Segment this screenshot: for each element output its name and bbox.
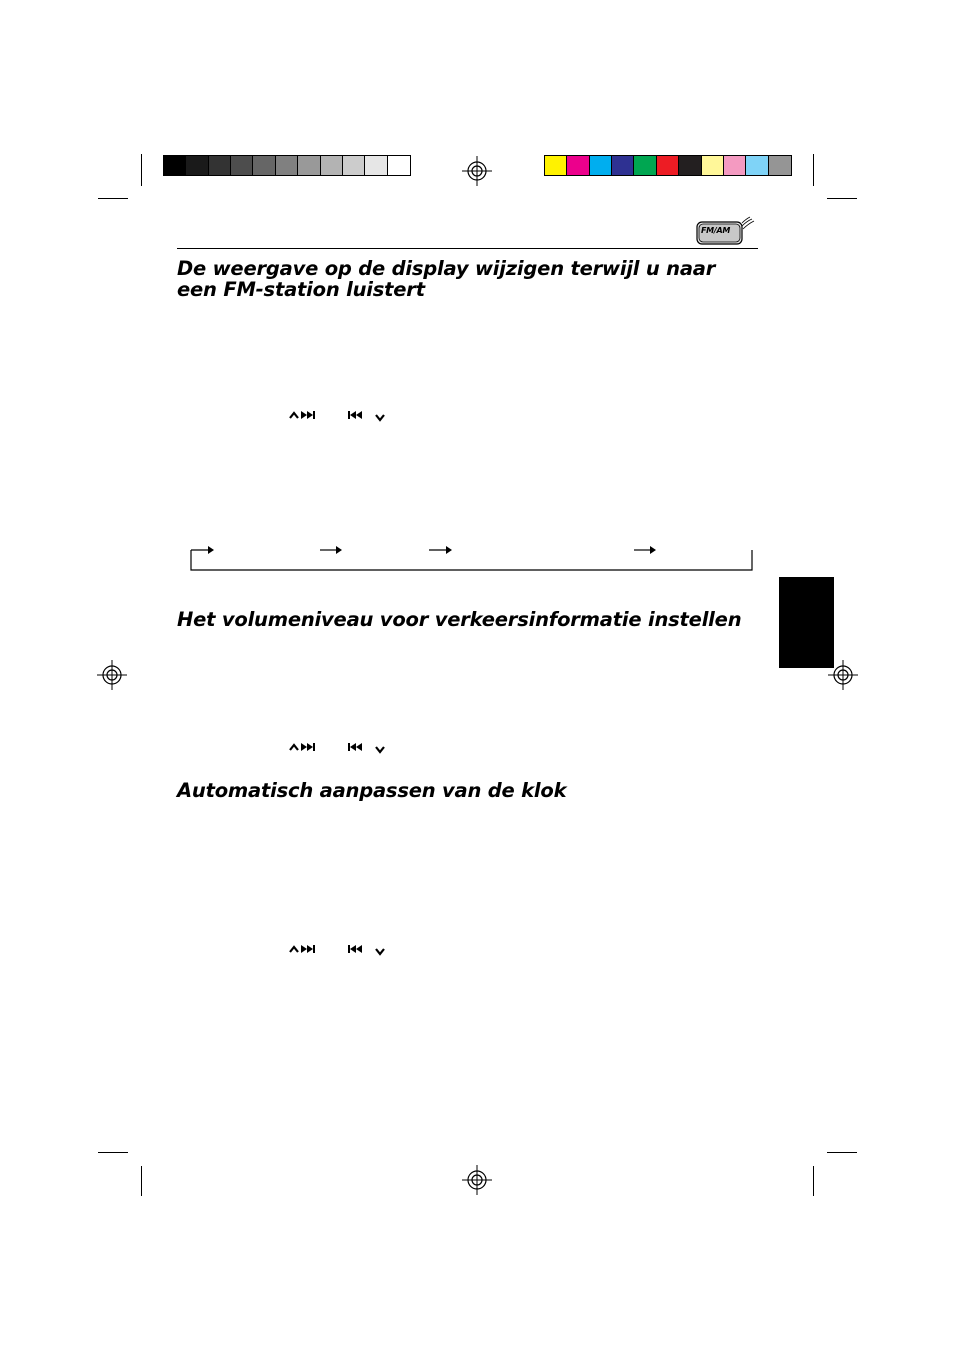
crop-mark xyxy=(813,154,814,186)
prev-down-icon xyxy=(348,743,384,752)
color-swatch xyxy=(657,156,679,175)
section-title-display: De weergave op de display wijzigen terwijl u naar een FM-station luistert xyxy=(177,257,716,301)
up-next-icon xyxy=(290,411,315,419)
color-swatch xyxy=(567,156,589,175)
registration-target-icon xyxy=(462,1165,492,1195)
header-rule xyxy=(177,248,758,249)
color-swatch xyxy=(343,156,365,175)
color-swatch xyxy=(276,156,298,175)
color-swatch xyxy=(365,156,387,175)
up-next-icon xyxy=(290,945,315,953)
control-buttons xyxy=(288,942,398,960)
color-swatch xyxy=(590,156,612,175)
section-title-volume: Het volumeniveau voor verkeersinformatie instellen xyxy=(177,608,742,631)
color-swatch xyxy=(321,156,343,175)
prev-down-icon xyxy=(348,945,384,954)
color-registration-bar xyxy=(544,155,792,176)
color-swatch xyxy=(679,156,701,175)
crop-mark xyxy=(98,198,128,199)
crop-mark xyxy=(98,1152,128,1153)
color-swatch xyxy=(724,156,746,175)
color-swatch xyxy=(253,156,275,175)
color-swatch xyxy=(702,156,724,175)
control-buttons xyxy=(288,408,398,426)
color-swatch xyxy=(164,156,186,175)
registration-target-icon xyxy=(97,660,127,690)
up-next-icon xyxy=(290,743,315,751)
crop-mark xyxy=(141,154,142,186)
color-swatch xyxy=(298,156,320,175)
grayscale-registration-bar xyxy=(163,155,411,176)
color-swatch xyxy=(186,156,208,175)
section-title-clock: Automatisch aanpassen van de klok xyxy=(177,779,567,802)
crop-mark xyxy=(827,198,857,199)
prev-down-icon xyxy=(348,411,384,420)
color-swatch xyxy=(746,156,768,175)
color-swatch xyxy=(545,156,567,175)
color-swatch xyxy=(209,156,231,175)
color-swatch xyxy=(231,156,253,175)
control-buttons xyxy=(288,740,398,758)
registration-target-icon xyxy=(462,156,492,186)
crop-mark xyxy=(141,1166,142,1196)
crop-mark xyxy=(827,1152,857,1153)
badge-label: FM/AM xyxy=(701,226,731,235)
color-swatch xyxy=(769,156,791,175)
display-cycle-diagram xyxy=(186,540,756,574)
color-swatch xyxy=(634,156,656,175)
language-thumb-tab xyxy=(779,577,834,668)
color-swatch xyxy=(388,156,410,175)
crop-mark xyxy=(813,1166,814,1196)
fm-am-badge xyxy=(696,215,756,247)
color-swatch xyxy=(612,156,634,175)
